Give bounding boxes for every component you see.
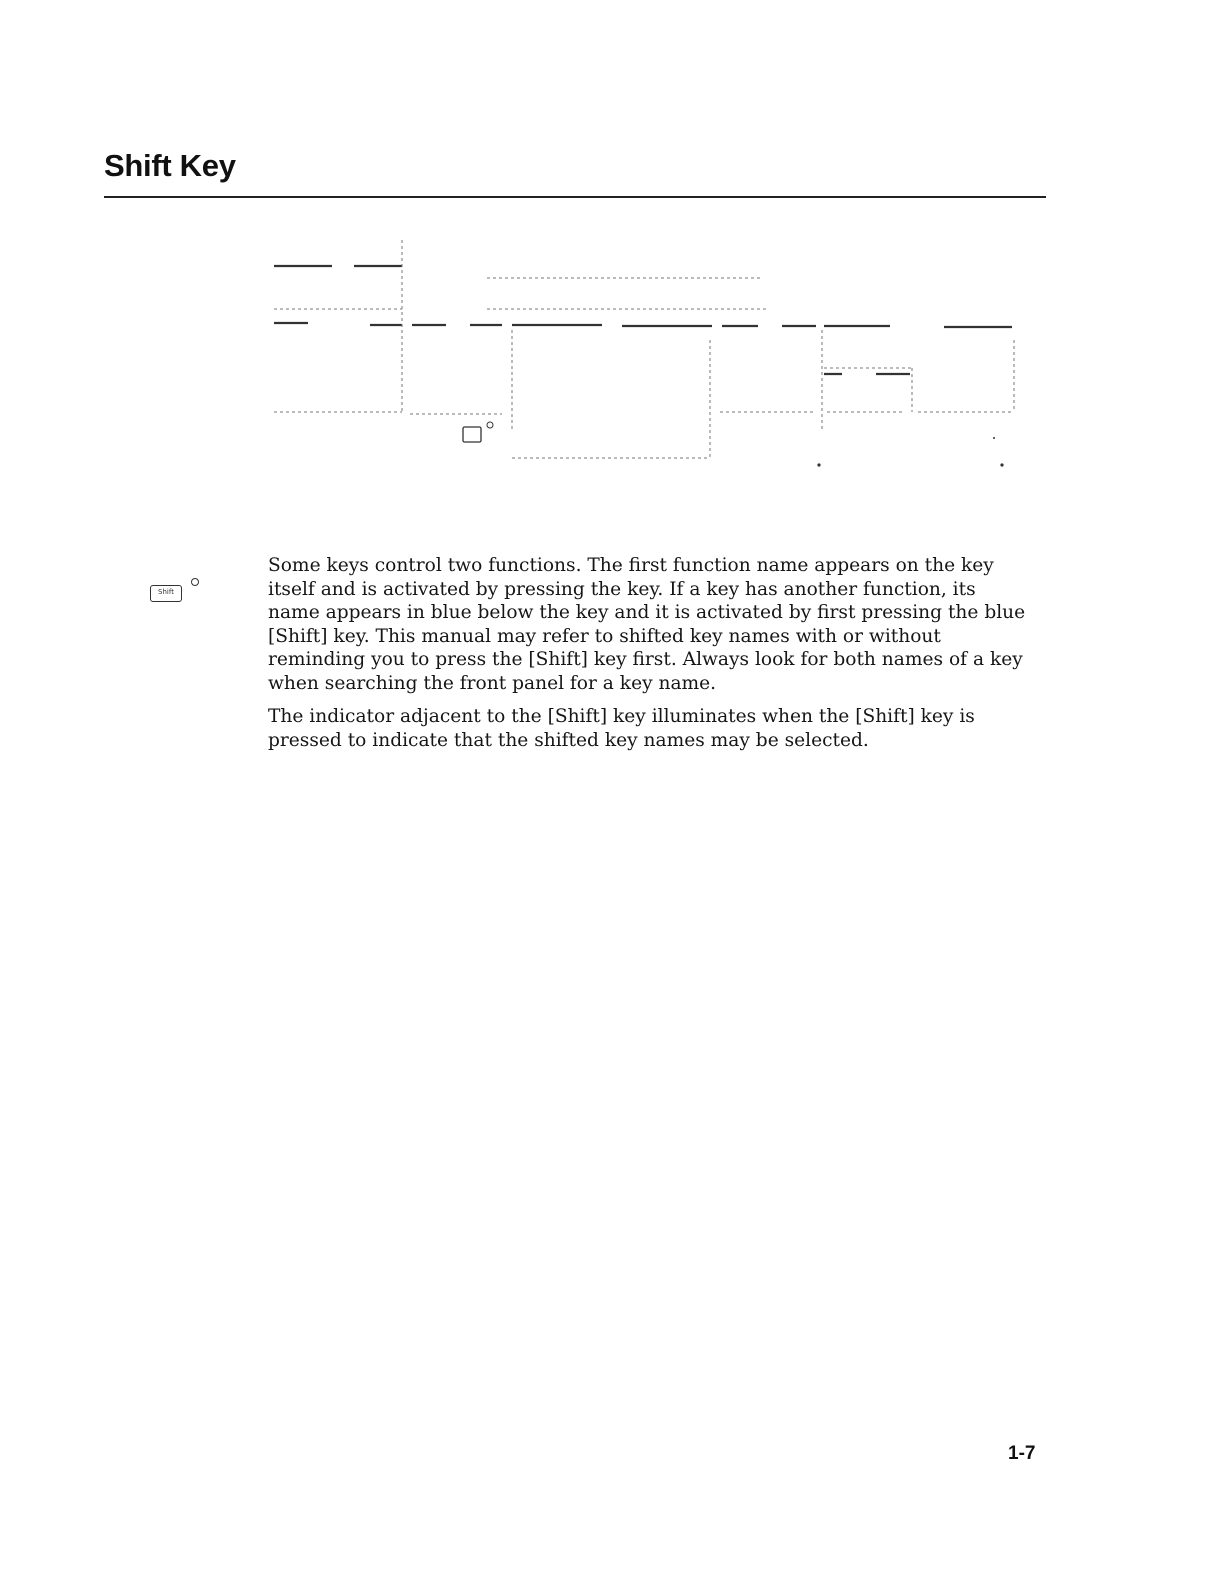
shift-indicator-icon xyxy=(191,578,199,586)
page-number: 1-7 xyxy=(1008,1443,1036,1464)
title-divider xyxy=(104,196,1046,198)
shift-key-icon xyxy=(150,585,182,602)
body-text xyxy=(268,554,1028,762)
paragraph: The indicator adjacent to the [Shift] key illuminates when the [Shift] key is pressed to indicate that the shifted key names may be selected. xyxy=(268,706,975,751)
front-panel-diagram xyxy=(262,230,1022,480)
shift-key-figure xyxy=(146,576,210,606)
shift-key-label: Shift xyxy=(158,588,174,596)
page-title: Shift Key xyxy=(104,148,236,183)
paragraph: Some keys control two functions. The first function name appears on the key itself and is activated by pressing the key. If a key has another function, its name appears in blue below the key and it is activated by first pressing the blue [Shift] key. This manual may refer to shifted key names with or without reminding you to press the [Shift] key first. Always look for both names of a key when searching the front panel for a key name. xyxy=(268,555,1026,694)
